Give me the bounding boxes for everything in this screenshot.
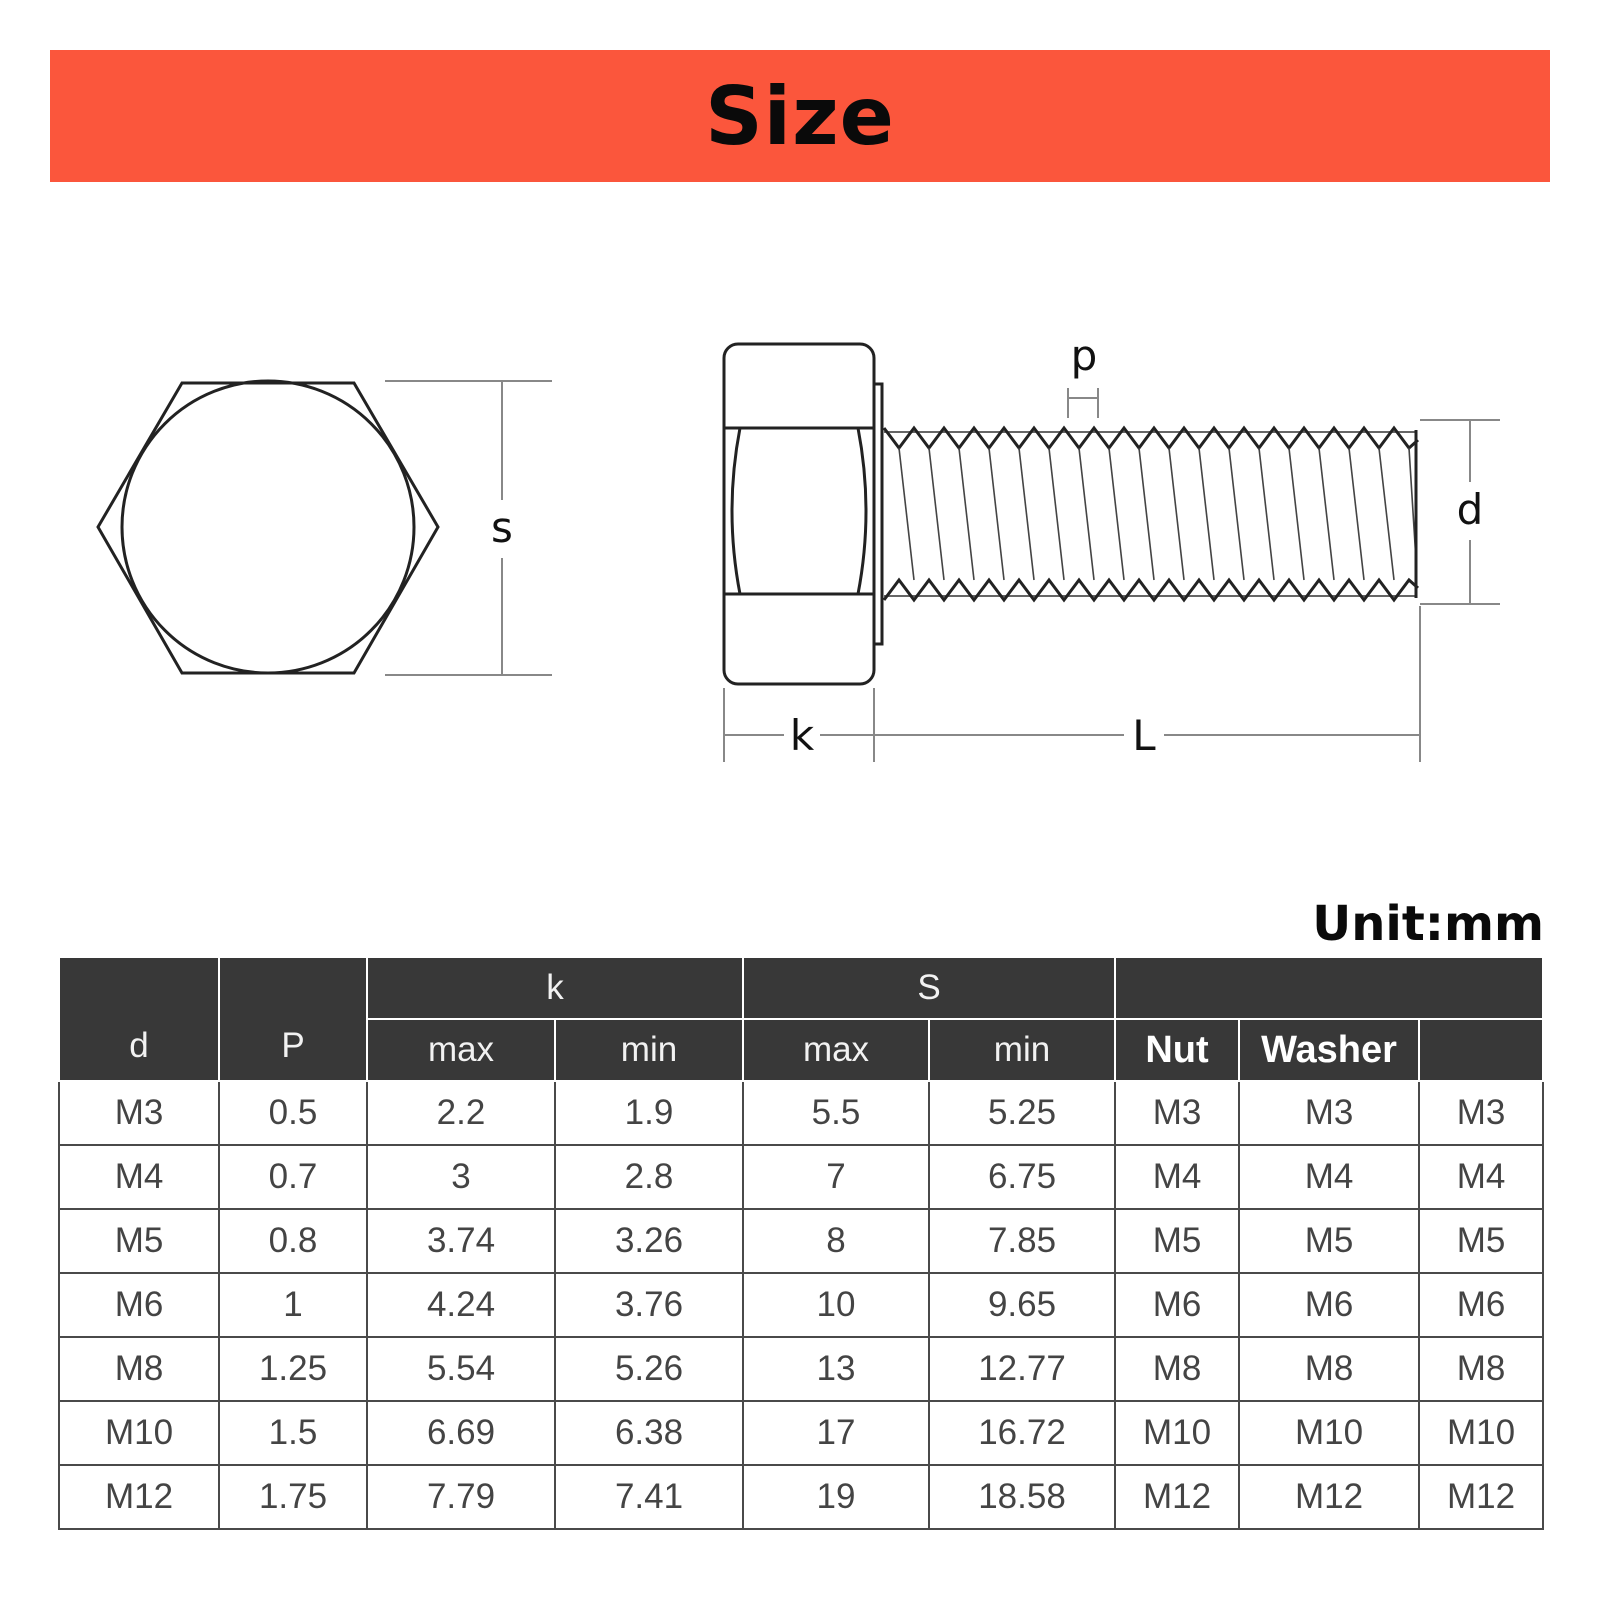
cell-washer: M4 xyxy=(1239,1145,1419,1209)
cell-s-min: 16.72 xyxy=(929,1401,1115,1465)
cell-p: 0.8 xyxy=(219,1209,367,1273)
cell-extra: M5 xyxy=(1419,1209,1543,1273)
cell-s-max: 7 xyxy=(743,1145,929,1209)
cell-k-max: 6.69 xyxy=(367,1401,555,1465)
bolt-head xyxy=(724,344,874,684)
cell-s-max: 17 xyxy=(743,1401,929,1465)
header-s: S xyxy=(743,957,1115,1019)
cell-p: 1.25 xyxy=(219,1337,367,1401)
cell-d: M6 xyxy=(59,1273,219,1337)
table-row xyxy=(59,1465,1543,1529)
header-d: d xyxy=(59,957,219,1081)
cell-k-min: 3.76 xyxy=(555,1273,743,1337)
cell-d: M5 xyxy=(59,1209,219,1273)
table-row xyxy=(59,1273,1543,1337)
cell-k-max: 3.74 xyxy=(367,1209,555,1273)
cell-k-min: 3.26 xyxy=(555,1209,743,1273)
cell-nut: M4 xyxy=(1115,1145,1239,1209)
cell-washer: M12 xyxy=(1239,1465,1419,1529)
cell-d: M10 xyxy=(59,1401,219,1465)
header-washer: Washer xyxy=(1239,1019,1419,1081)
cell-washer: M5 xyxy=(1239,1209,1419,1273)
cell-k-max: 2.2 xyxy=(367,1081,555,1145)
d-label: d xyxy=(1456,485,1484,534)
cell-nut: M3 xyxy=(1115,1081,1239,1145)
cell-s-min: 7.85 xyxy=(929,1209,1115,1273)
cell-s-max: 13 xyxy=(743,1337,929,1401)
cell-nut: M8 xyxy=(1115,1337,1239,1401)
table-header-row-1 xyxy=(59,957,1543,1019)
bolt-side-view xyxy=(724,344,1418,684)
table-body xyxy=(59,1081,1543,1529)
header-s-max: max xyxy=(743,1019,929,1081)
cell-nut: M10 xyxy=(1115,1401,1239,1465)
k-label: k xyxy=(789,711,815,760)
bearing-circle xyxy=(122,381,414,673)
p-dimension xyxy=(1068,388,1098,418)
cell-k-min: 7.41 xyxy=(555,1465,743,1529)
table-row xyxy=(59,1401,1543,1465)
p-label: p xyxy=(1070,331,1098,380)
hex-head-top-view xyxy=(98,381,438,673)
cell-p: 0.5 xyxy=(219,1081,367,1145)
hexagon-outline xyxy=(98,383,438,673)
table-row xyxy=(59,1081,1543,1145)
table-row xyxy=(59,1145,1543,1209)
cell-s-min: 18.58 xyxy=(929,1465,1115,1529)
cell-extra: M3 xyxy=(1419,1081,1543,1145)
cell-nut: M12 xyxy=(1115,1465,1239,1529)
cell-nut: M6 xyxy=(1115,1273,1239,1337)
cell-k-max: 7.79 xyxy=(367,1465,555,1529)
table-row xyxy=(59,1209,1543,1273)
cell-washer: M3 xyxy=(1239,1081,1419,1145)
cell-k-max: 3 xyxy=(367,1145,555,1209)
header-k: k xyxy=(367,957,743,1019)
header-k-max: max xyxy=(367,1019,555,1081)
s-label: s xyxy=(491,503,513,552)
cell-extra: M6 xyxy=(1419,1273,1543,1337)
table-row xyxy=(59,1337,1543,1401)
header-extra xyxy=(1419,1019,1543,1081)
cell-p: 0.7 xyxy=(219,1145,367,1209)
cell-s-min: 5.25 xyxy=(929,1081,1115,1145)
cell-p: 1.5 xyxy=(219,1401,367,1465)
cell-extra: M12 xyxy=(1419,1465,1543,1529)
s-dimension xyxy=(385,381,552,675)
thread-flanks xyxy=(899,448,1416,580)
cell-k-max: 5.54 xyxy=(367,1337,555,1401)
unit-label: Unit:mm xyxy=(1312,896,1544,952)
cell-washer: M6 xyxy=(1239,1273,1419,1337)
header-s-min: min xyxy=(929,1019,1115,1081)
cell-s-max: 5.5 xyxy=(743,1081,929,1145)
cell-d: M12 xyxy=(59,1465,219,1529)
size-spec-table xyxy=(58,956,1544,1530)
l-label: L xyxy=(1132,711,1156,760)
cell-s-max: 19 xyxy=(743,1465,929,1529)
page-title: Size xyxy=(705,69,895,163)
cell-extra: M4 xyxy=(1419,1145,1543,1209)
cell-k-min: 5.26 xyxy=(555,1337,743,1401)
header-k-min: min xyxy=(555,1019,743,1081)
cell-s-max: 8 xyxy=(743,1209,929,1273)
cell-s-min: 9.65 xyxy=(929,1273,1115,1337)
cell-s-max: 10 xyxy=(743,1273,929,1337)
cell-washer: M8 xyxy=(1239,1337,1419,1401)
cell-p: 1 xyxy=(219,1273,367,1337)
cell-extra: M10 xyxy=(1419,1401,1543,1465)
washer-face xyxy=(874,384,882,644)
header-nut: Nut xyxy=(1115,1019,1239,1081)
cell-s-min: 6.75 xyxy=(929,1145,1115,1209)
cell-p: 1.75 xyxy=(219,1465,367,1529)
header-accessories xyxy=(1115,957,1543,1019)
cell-k-min: 2.8 xyxy=(555,1145,743,1209)
cell-s-min: 12.77 xyxy=(929,1337,1115,1401)
cell-d: M8 xyxy=(59,1337,219,1401)
cell-nut: M5 xyxy=(1115,1209,1239,1273)
cell-washer: M10 xyxy=(1239,1401,1419,1465)
cell-d: M3 xyxy=(59,1081,219,1145)
cell-k-min: 1.9 xyxy=(555,1081,743,1145)
header-p: P xyxy=(219,957,367,1081)
cell-d: M4 xyxy=(59,1145,219,1209)
cell-k-min: 6.38 xyxy=(555,1401,743,1465)
cell-k-max: 4.24 xyxy=(367,1273,555,1337)
cell-extra: M8 xyxy=(1419,1337,1543,1401)
